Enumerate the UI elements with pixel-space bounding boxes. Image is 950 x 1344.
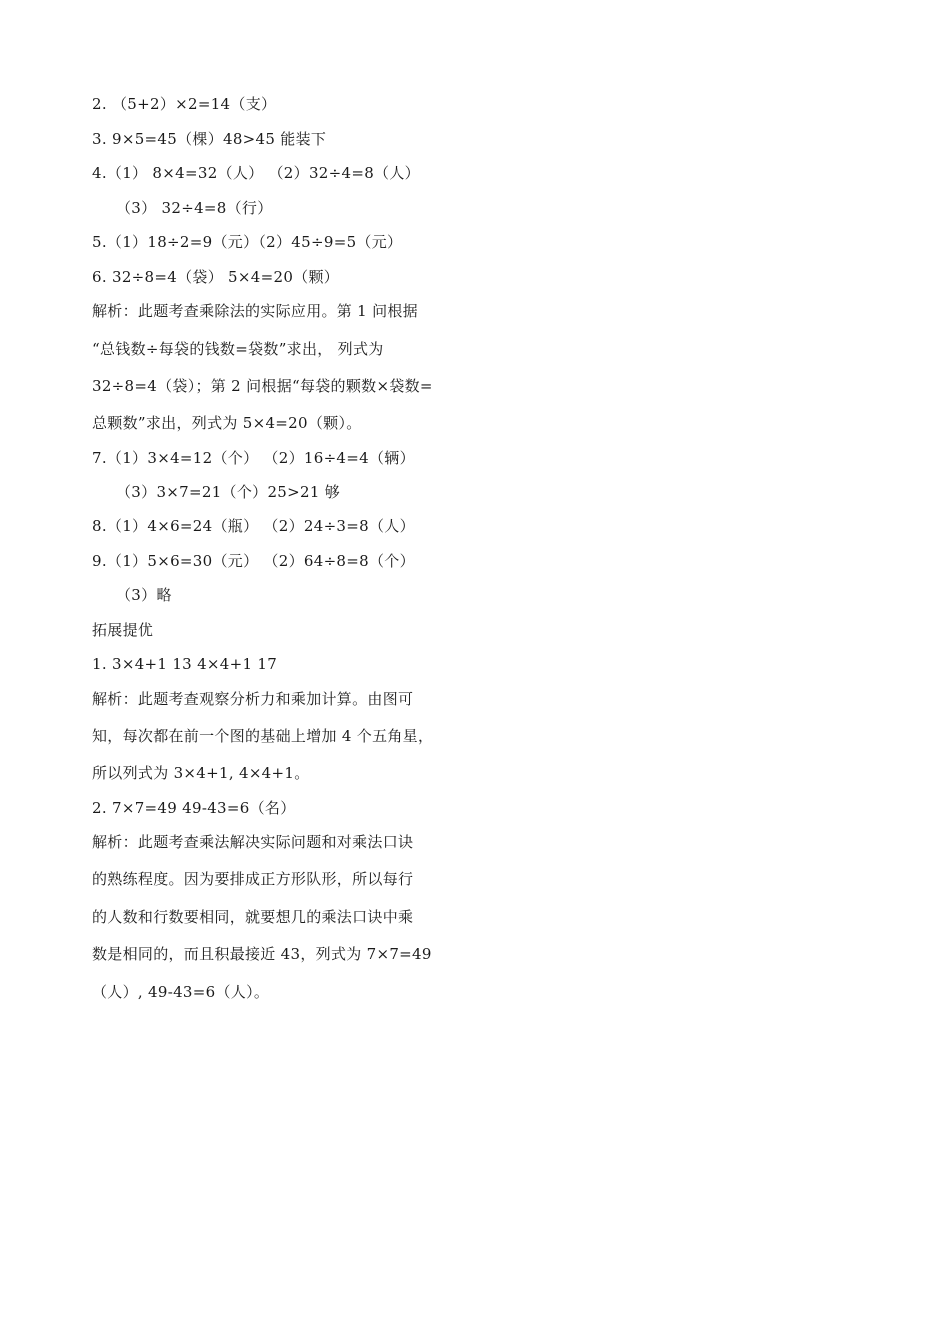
answer-7-part-1-2: 7.（1）3×4=12（个） （2）16÷4=4（辆） [92,449,415,467]
extension-analysis-2-line-2: 的熟练程度。因为要排成正方形队形，所以每行 [92,870,414,888]
answer-2: 2. （5+2）×2=14（支） [92,95,277,113]
extension-analysis-2-line-1: 解析：此题考查乘法解决实际问题和对乘法口诀 [92,833,414,851]
extension-analysis-1-line-2: 知，每次都在前一个图的基础上增加 4 个五角星， [92,727,434,745]
answer-6: 6. 32÷8=4（袋） 5×4=20（颗） [92,268,340,286]
extension-analysis-1-line-3: 所以列式为 3×4+1, 4×4+1。 [92,764,310,782]
answer-9-part-3: （3）略 [116,586,172,604]
answer-8: 8.（1）4×6=24（瓶） （2）24÷3=8（人） [92,517,415,535]
extension-analysis-2-line-3: 的人数和行数要相同，就要想几的乘法口诀中乘 [92,908,414,926]
extension-answer-2: 2. 7×7=49 49-43=6（名） [92,799,296,817]
answer-4-part-1-2: 4.（1） 8×4=32（人） （2）32÷4=8（人） [92,164,420,182]
extension-analysis-2-line-4: 数是相同的，而且积最接近 43，列式为 7×7=49 [92,945,432,963]
analysis-6-line-4: 总颗数”求出，列式为 5×4=20（颗）。 [92,414,362,432]
analysis-6-line-3: 32÷8=4（袋）；第 2 问根据“每袋的颗数×袋数= [92,377,433,395]
answer-3: 3. 9×5=45（棵）48>45 能装下 [92,130,327,148]
analysis-6-line-1: 解析：此题考查乘除法的实际应用。第 1 问根据 [92,302,418,320]
answer-5: 5.（1）18÷2=9（元）（2）45÷9=5（元） [92,233,403,251]
answer-4-part-3: （3） 32÷4=8（行） [116,199,273,217]
section-heading-extension: 拓展提优 [92,621,154,639]
analysis-6-line-2: “总钱数÷每袋的钱数=袋数”求出， 列式为 [92,340,384,358]
extension-analysis-1-line-1: 解析：此题考查观察分析力和乘加计算。由图可 [92,690,414,708]
answer-9-part-1-2: 9.（1）5×6=30（元） （2）64÷8=8（个） [92,552,415,570]
extension-analysis-2-line-5: （人）, 49-43=6（人）。 [92,983,270,1001]
answer-7-part-3: （3）3×7=21（个）25>21 够 [116,483,341,501]
extension-answer-1: 1. 3×4+1 13 4×4+1 17 [92,655,278,673]
